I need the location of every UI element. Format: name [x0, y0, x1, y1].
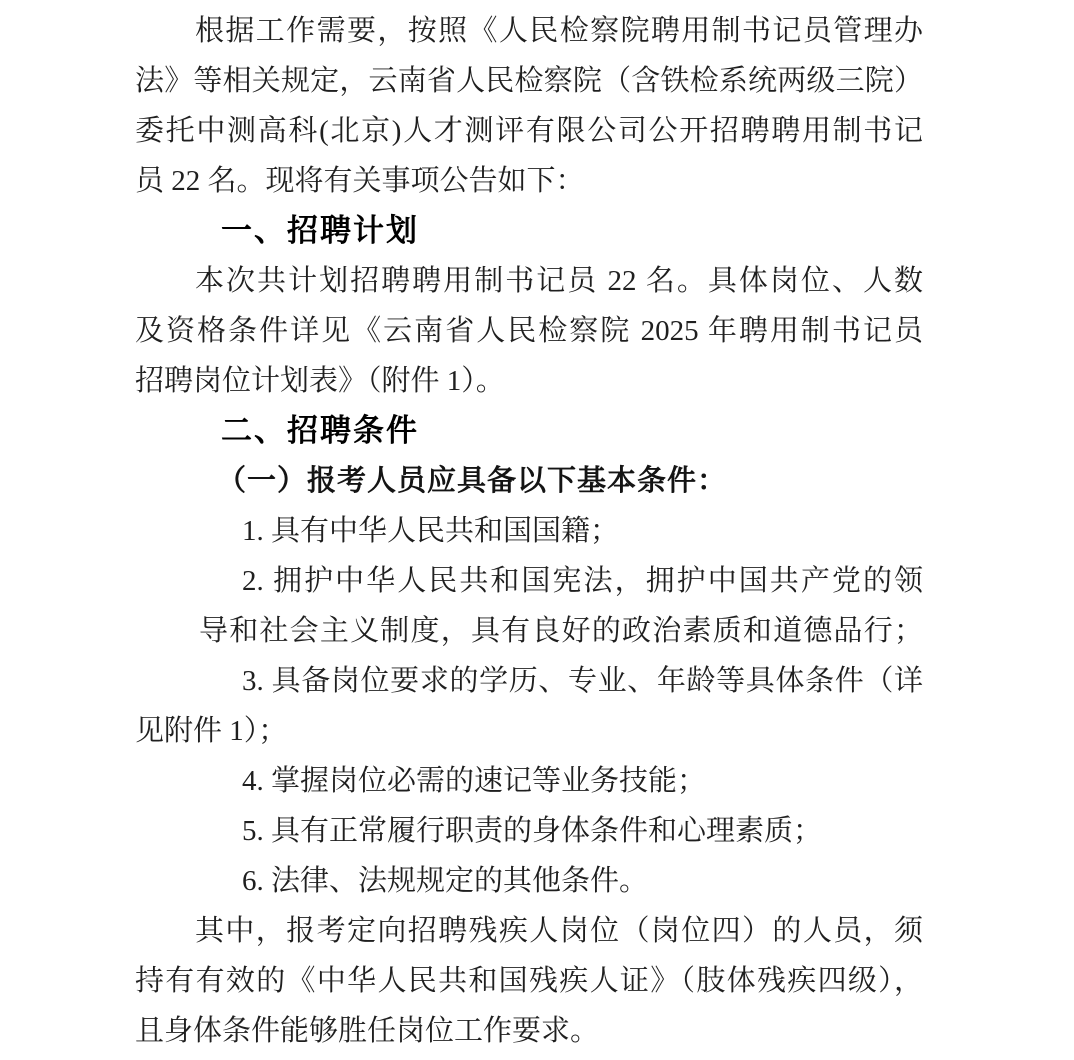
text-line: 根据工作需要，按照《人民检察院聘用制书记员管理办 — [195, 15, 923, 47]
heading-recruitment-plan: 一、招聘计划 — [221, 213, 419, 248]
text-line: 委托中测高科(北京)人才测评有限公司公开招聘聘用制书记 — [135, 115, 923, 147]
text-line: 本次共计划招聘聘用制书记员 22 名。具体岗位、人数 — [195, 265, 923, 297]
list-item-3-continuation: 见附件 1）； — [135, 715, 288, 747]
text-line: 且身体条件能够胜任岗位工作要求。 — [135, 1015, 600, 1047]
list-item-2-continuation: 导和社会主义制度，具有良好的政治素质和道德品行； — [199, 615, 923, 647]
heading-recruitment-conditions: 二、招聘条件 — [221, 413, 419, 448]
text-line: 及资格条件详见《云南省人民检察院 2025 年聘用制书记员 — [135, 315, 923, 347]
text-line: 招聘岗位计划表》（附件 1）。 — [135, 365, 505, 397]
text-line: 员 22 名。现将有关事项公告如下： — [135, 165, 585, 197]
document-body — [135, 6, 923, 1056]
list-item-4: 4. 掌握岗位必需的速记等业务技能； — [242, 765, 707, 797]
list-item-2: 2. 拥护中华人民共和国宪法，拥护中国共产党的领 — [242, 565, 923, 597]
list-item-1: 1. 具有中华人民共和国国籍； — [242, 515, 620, 547]
list-item-6: 6. 法律、法规规定的其他条件。 — [242, 865, 649, 897]
subheading-basic-conditions: （一）报考人员应具备以下基本条件： — [217, 465, 728, 497]
list-item-3: 3. 具备岗位要求的学历、专业、年龄等具体条件（详 — [242, 665, 923, 697]
text-line: 法》等相关规定，云南省人民检察院（含铁检系统两级三院） — [135, 65, 923, 97]
text-line: 持有有效的《中华人民共和国残疾人证》（肢体残疾四级）， — [135, 965, 923, 997]
list-item-5: 5. 具有正常履行职责的身体条件和心理素质； — [242, 815, 823, 847]
text-line: 其中，报考定向招聘残疾人岗位（岗位四）的人员，须 — [195, 915, 923, 947]
